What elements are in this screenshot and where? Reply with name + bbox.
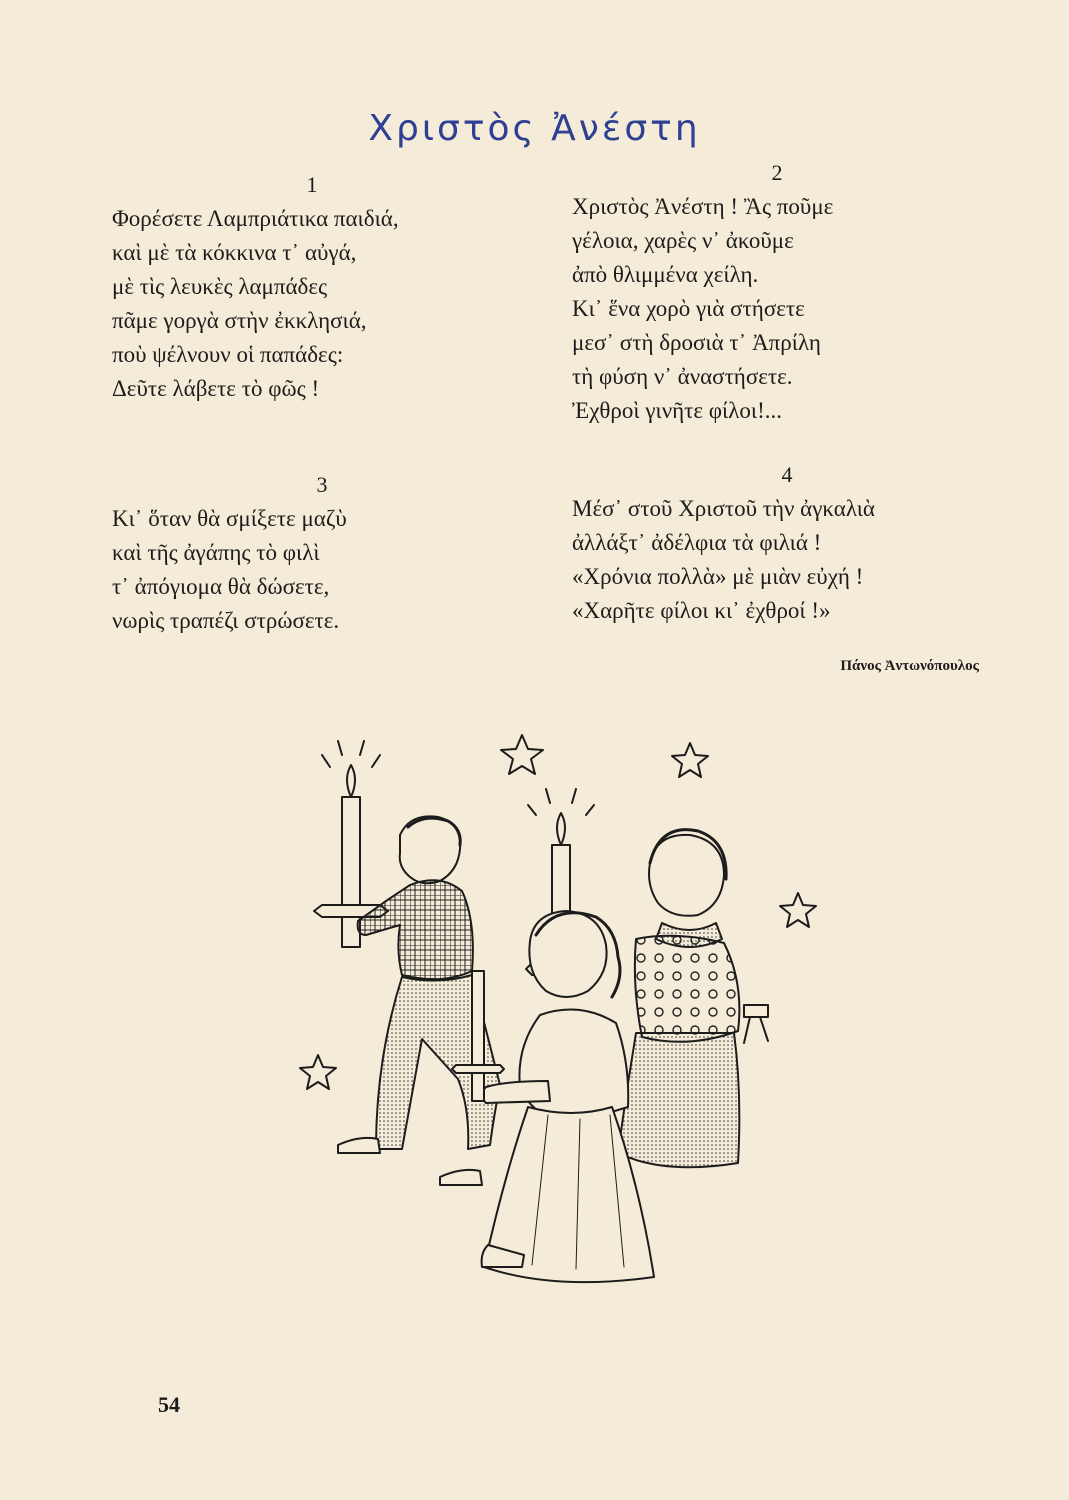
candle-icon [472, 971, 484, 1101]
verse-line: Κι᾽ ἕνα χορὸ γιὰ στήσετε [572, 296, 805, 321]
verse-line: νωρὶς τραπέζι στρώσετε. [112, 608, 340, 633]
verse-line: Φορέσετε Λαμπριάτικα παιδιά, [112, 206, 399, 231]
stanza-3 [112, 472, 532, 638]
poem-title: Χριστὸς Ἀνέστη [368, 108, 701, 149]
author-name: Πάνος Ἀντωνόπουλος [840, 658, 979, 674]
verse-line: μὲ τὶς λευκὲς λαμπάδες [112, 274, 328, 299]
stanza-number: 2 [771, 160, 783, 185]
stanza-number: 4 [781, 462, 793, 487]
verse-line: Ἐχθροὶ γινῆτε φίλοι!... [572, 398, 782, 423]
verse-line: πᾶμε γοργὰ στὴν ἐκκλησιά, [112, 308, 367, 333]
star-icon [672, 743, 708, 777]
children-with-candles-illustration [290, 715, 850, 1315]
verse-line: ποὺ ψέλνουν οἱ παπάδες: [112, 342, 344, 367]
verse-line: ἀπὸ θλιμμένα χείλη. [572, 262, 759, 287]
girl-figure [649, 835, 724, 916]
verse-line: Χριστὸς Ἀνέστη ! Ἂς ποῦμε [572, 194, 834, 219]
verse-line: γέλοια, χαρὲς ν᾽ ἀκοῦμε [572, 228, 794, 253]
stanza-number: 1 [306, 172, 318, 197]
verse-line: Κι᾽ ὅταν θὰ σμίξετε μαζὺ [112, 506, 347, 531]
star-icon [300, 1055, 336, 1089]
verse-line: μεσ᾽ στὴ δροσιὰ τ᾽ Ἀπρίλη [572, 330, 821, 355]
page-number: 54 [158, 1392, 180, 1417]
girl-figure [529, 911, 606, 997]
star-icon [501, 735, 543, 774]
verse-line: «Χαρῆτε φίλοι κι᾽ ἐχθροί !» [572, 598, 831, 623]
verse-line: τ᾽ ἀπόγιομα θὰ δώσετε, [112, 574, 330, 599]
verse-line: Δεῦτε λάβετε τὸ φῶς ! [112, 376, 320, 401]
verse-line: ἀλλάξτ᾽ ἀδέλφια τὰ φιλιά ! [572, 530, 822, 555]
verse-line: τὴ φύση ν᾽ ἀναστήσετε. [572, 364, 793, 389]
stanza-2 [572, 160, 982, 428]
verse-line: «Χρόνια πολλὰ» μὲ μιὰν εὐχή ! [572, 564, 864, 589]
star-icon [780, 893, 816, 927]
verse-line: καὶ τῆς ἀγάπης τὸ φιλὶ [112, 540, 320, 565]
stanza-1 [112, 172, 532, 406]
stanza-4 [572, 462, 1002, 628]
verse-line: καὶ μὲ τὰ κόκκινα τ᾽ αὐγά, [112, 240, 357, 265]
stanza-number: 3 [316, 472, 328, 497]
verse-line: Μέσ᾽ στοῦ Χριστοῦ τὴν ἀγκαλιὰ [572, 496, 875, 521]
